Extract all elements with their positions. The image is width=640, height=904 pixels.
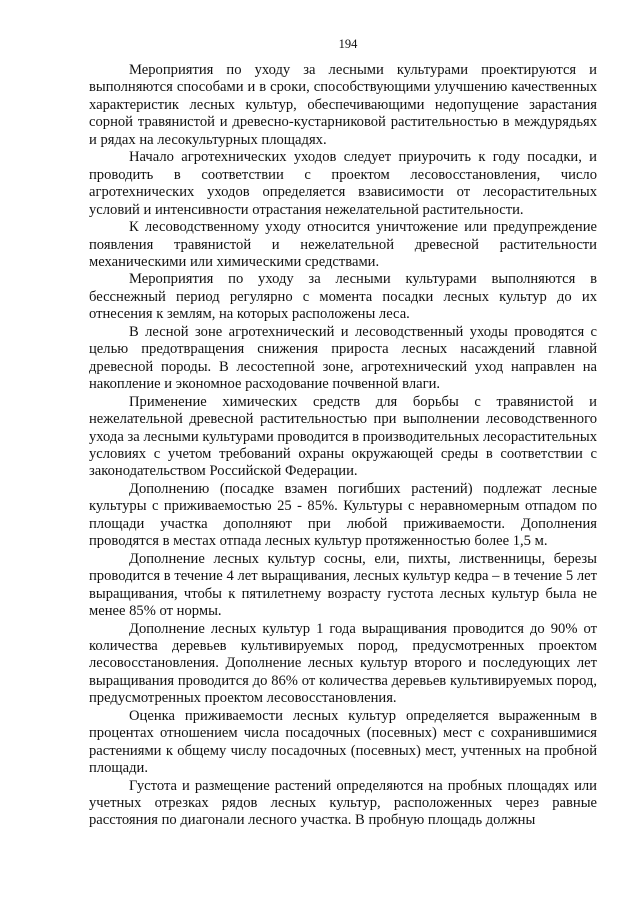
paragraph-survival-assessment: Оценка приживаемости лесных культур определяется выраженным в процентах отношением числа посадочных (посевных) мест с сохранившимися растениями к общему числу посадочных (посевных) мест, учтенных на пробной площади. xyxy=(89,707,597,777)
paragraph-replanting: Дополнению (посадке взамен погибших растений) подлежат лесные культуры с приживаемостью 25 - 85%. Культуры с неравномерным отпадом по площади участка дополняют при любой приживаемости. Дополнения проводятся в местах отпада лесных культур протяженностью более 1,5 м. xyxy=(89,480,597,550)
paragraph-forest-zone: В лесной зоне агротехнический и лесоводственный уходы проводятся с целью предотвращения снижения прироста лесных насаждений главной древесной породы. В лесостепной зоне, агротехнический уход направлен на накопление и экономное расходование почвенной влаги. xyxy=(89,323,597,393)
paragraph-agrotechnical-start: Начало агротехнических уходов следует приурочить к году посадки, и проводить в соответствии с проектом лесовосстановления, число агротехнических уходов определяется взависимости от лесорастительных условий и интенсивности отрастания нежелательной растительности. xyxy=(89,149,597,218)
paragraph-replanting-species: Дополнение лесных культур сосны, ели, пихты, лиственницы, березы проводится в течение 4 лет выращивания, лесных культур кедра – в течение 5 лет выращивания, чтобы к пятилетнему возрасту густота лесных культур была не менее 85% от нормы. xyxy=(89,550,597,620)
paragraph-care-measures: Мероприятия по уходу за лесными культурами проектируются и выполняются способами и в сроки, способствующими улучшению качественных характеристик лесных культур, обеспечивающими недопущение зарастания сорной травянистой и древесно-кустарниковой растительностью в междурядьях и рядах на лесокультурных площадях. xyxy=(89,62,597,148)
paragraph-density-placement: Густота и размещение растений определяются на пробных площадях или учетных отрезках рядов лесных культур, расположенных через равные расстояния по диагонали лесного участка. В пробную площадь должны xyxy=(89,777,597,829)
page-number: 194 xyxy=(338,37,358,51)
document-page xyxy=(89,37,597,830)
paragraph-chemical-means: Применение химических средств для борьбы с травянистой и нежелательной древесной растительностью при выполнении лесоводственного ухода за лесными культурами проводится в производительных лесорастительных условиях с учетом требований охраны окружающей среды в соответствии с законодательством Российской Федерации. xyxy=(89,393,597,480)
paragraph-replanting-first-year: Дополнение лесных культур 1 года выращивания проводится до 90% от количества деревьев культивируемых пород, предусмотренных проектом лесовосстановления. Дополнение лесных культур второго и последующих лет выращивания проводится до 86% от количества деревьев культивируемых пород, предусмотренных проектом лесовосстановления. xyxy=(89,620,597,707)
paragraph-silvicultural-care: К лесоводственному уходу относится уничтожение или предупреждение появления травянистой и нежелательной древесной растительности механическими или химическими средствами. xyxy=(89,219,597,270)
paragraph-snowless-period: Мероприятия по уходу за лесными культурами выполняются в бесснежный период регулярно с момента посадки лесных культур до их отнесения к землям, на которых расположены леса. xyxy=(89,271,597,323)
